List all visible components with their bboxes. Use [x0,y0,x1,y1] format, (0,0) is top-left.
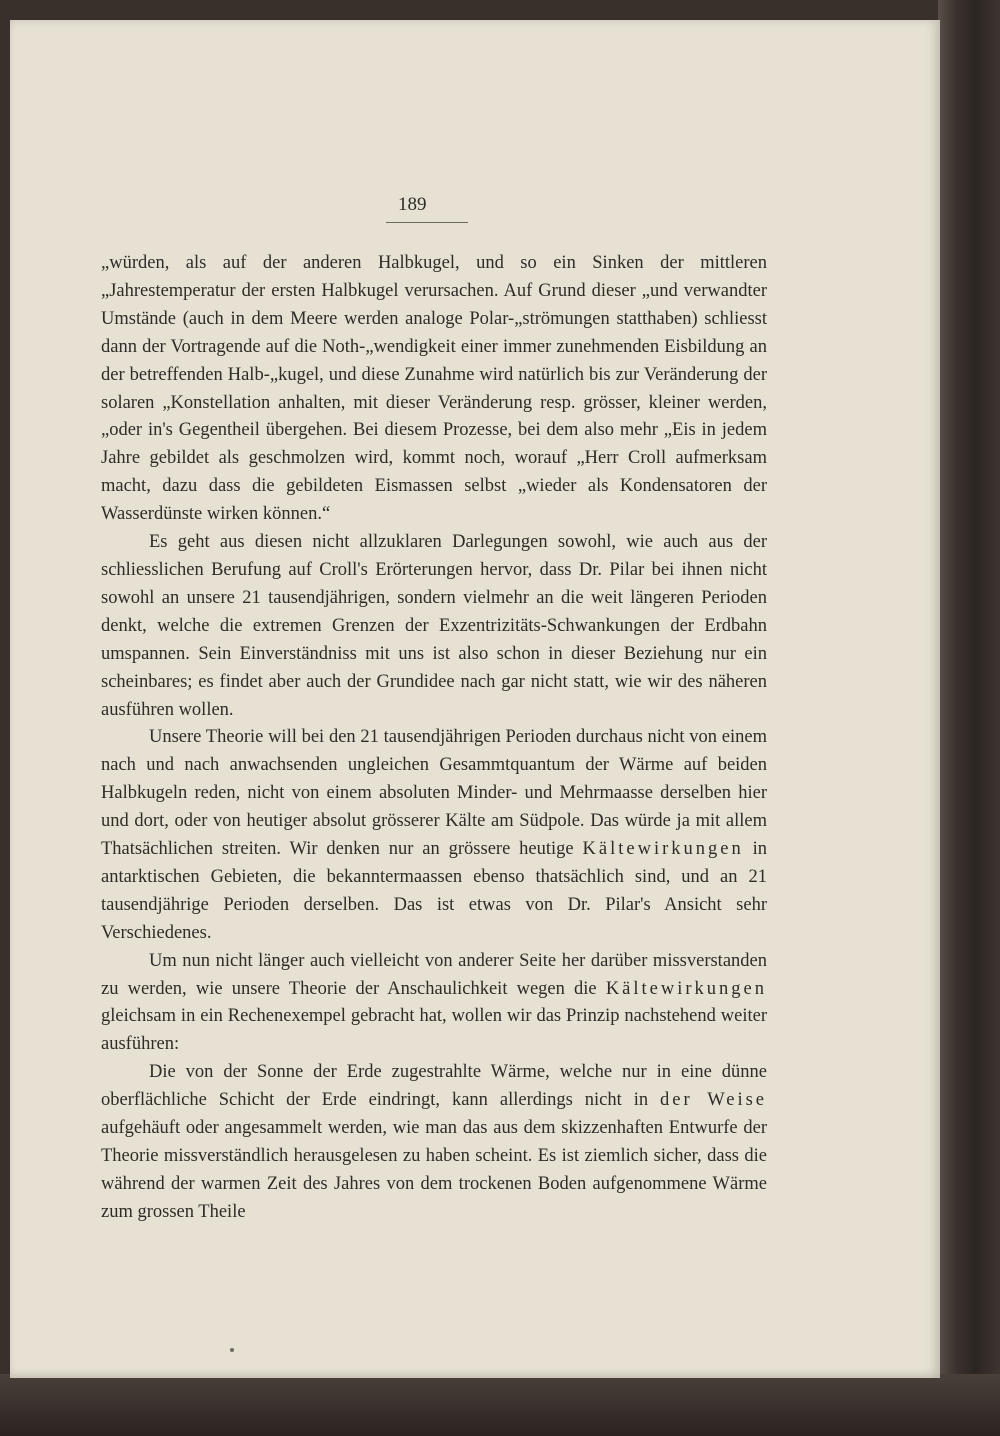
paragraph-text: aufgehäuft oder angesammelt werden, wie man das aus dem skizzenhaften Entwurfe der Theorie missverständlich herausgelesen zu haben scheint. Es ist ziemlich sicher, dass die während der warmen Zeit des Jahres von dem trockenen Boden aufgenommene Wärme zum grossen Theile [101,1118,767,1222]
spaced-emphasis: Kältewirkungen [582,839,744,860]
paragraph-text: in antarktischen Gebieten, die bekanntermaassen ebenso thatsächlich sind, und an 21 tausendjährige Perioden derselben. Das ist etwas von Dr. Pilar's Ansicht sehr Verschiedenes. [101,839,768,943]
header-rule [386,222,468,223]
paragraph [101,724,767,947]
paragraph-text: Um nun nicht länger auch vielleicht von anderer Seite her darüber missverstanden zu werden, wie unsere Theorie der Anschaulichkeit wegen die [101,950,767,999]
spaced-emphasis: Kältewirkungen [605,978,767,999]
paragraph [101,948,767,1060]
paragraph-text: Unsere Theorie will bei den 21 tausendjährigen Perioden durchaus nicht von einem nach und nach anwachsenden ungleichen Gesammtquantum der Wärme auf beiden Halbkugeln reden, nicht von einem absoluten Minder- und Mehrmaasse derselben hier und dort, oder von heutiger absolut grösserer Kälte am Südpole. Das würde ja mit allem Thatsächlichen streiten. Wir denken nur an grössere heutige [101,727,767,860]
book-edge [0,1374,1000,1436]
paragraph-text: Die von der Sonne der Erde zugestrahlte Wärme, welche nur in eine dünne oberflächliche Schicht der Erde eindringt, kann allerdings nicht in [101,1062,767,1111]
paragraph-quote: „würden, als auf der anderen Halbkugel, und so ein Sinken der mittleren „Jahrestemperatur der ersten Halbkugel verursachen. Auf Grund dieser „und verwandter Umstände (auch in dem Meere werden analoge Polar-„strömungen statthaben) schliesst dann der Vortragende auf die Noth-„wendigkeit einer immer zunehmenden Eisbildung an der betreffenden Halb-„kugel, und diese Zunahme wird natürlich bis zur Veränderung der solaren „Konstellation anhalten, mit dieser Veränderung resp. grösser, kleiner werden, „oder in's Gegentheil übergehen. Bei diesem Prozesse, bei dem also mehr „Eis in jedem Jahre gebildet als geschmolzen wird, kommt noch, worauf „Herr Croll aufmerksam macht, dazu dass die gebildeten Eismassen selbst „wieder als Kondensatoren der Wasserdünste wirken können.“ [101,253,767,525]
paragraph-text: gleichsam in ein Rechenexempel gebracht hat, wollen wir das Prinzip nachstehend weiter ausführen: [101,1006,767,1055]
page-number: 189 [398,194,427,215]
spaced-emphasis: der Weise [660,1090,768,1111]
page [10,20,940,1378]
body-text [101,250,767,1227]
book-binding [938,0,1000,1436]
paragraph: Es geht aus diesen nicht allzuklaren Darlegungen sowohl, wie auch aus der schliesslichen Berufung auf Croll's Erörterungen hervor, dass Dr. Pilar bei ihnen nicht sowohl an unsere 21 tausendjährigen, sondern vielmehr an die weit längeren Perioden denkt, welche die extremen Grenzen der Exzentrizitäts-Schwankungen der Erdbahn umspannen. Sein Einverständniss mit uns ist also schon in dieser Beziehung nur ein scheinbares; es findet aber auch der Grundidee nach gar nicht statt, wie wir des näheren ausführen wollen. [101,532,767,720]
paragraph [101,1059,767,1226]
ink-speck [230,1348,234,1352]
